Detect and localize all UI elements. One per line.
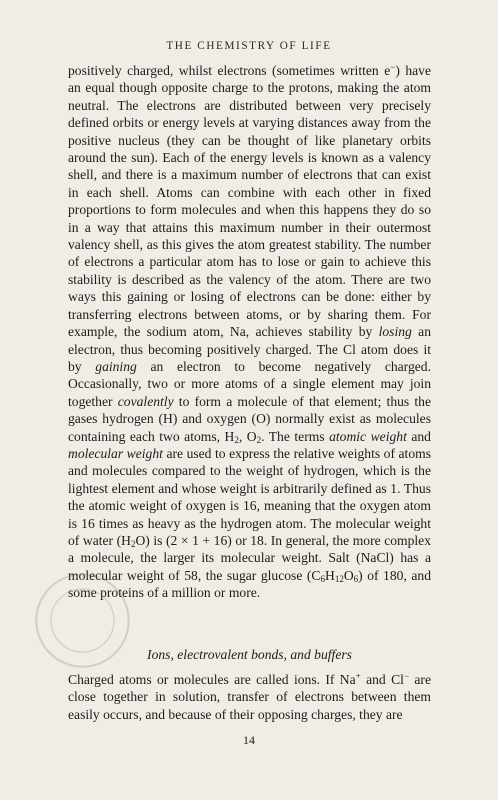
page-number: 14 xyxy=(243,733,255,747)
text-run: an electron to become negatively charged. Occasionally, two or more atoms of a single element may join together xyxy=(68,358,431,409)
running-header: THE CHEMISTRY OF LIFE xyxy=(166,40,332,52)
text-run: are used to express the relative weights of atoms and molecules compared to the weight of hydrogen, which is the lightest element and whose weight is arbitrarily defined as 1. Thus the atomic weight of oxygen is 16, meaning that the oxygen atom is 16 times as heavy as the hydrogen atom. The molecular weight of water (H xyxy=(68,445,431,548)
subscript: 2 xyxy=(256,434,262,445)
text-run: O) is (2 × 1 + 16) or 18. In general, the more complex a molecule, the larger its molecular weight. Salt (NaCl) has a molecular weight of 58, the sugar glucose (C xyxy=(68,532,432,583)
subscript: 6 xyxy=(353,573,359,584)
superscript: + xyxy=(355,671,361,681)
text-run: ) have an equal though opposite charge to the protons, making the atom neutral. The electrons are distributed between very precisely defined orbits or energy levels at varying distances away from the positive nucleus (they can be thought of like planetary orbits around the sun). Each of the energy levels is known as a valency shell, and there is a maximum number of electrons that can exist in each shell. Atoms can combine with each other in fixed proportions to form molecules and when this happens they do so in a way that attains this maximum number in their outermost valency shell, as this gives the atom greatest stability. The number of electrons a particular atom has to lose or gain to achieve this stability is described as the valency of the atom. There are two ways this gaining or losing of electrons can be done: either by transferring electrons between atoms, or by sharing them. For example, the sodium atom, Na, achieves stability by xyxy=(68,63,431,340)
subscript: 2 xyxy=(234,434,239,445)
text-run: to form a molecule of that element; thus the gases hydrogen (H) and oxygen (O) normally exist as molecules containing each two atoms, H xyxy=(68,393,432,444)
body-paragraph xyxy=(68,671,431,723)
italic-term: losing xyxy=(378,324,412,340)
text-run: and xyxy=(406,428,431,444)
text-run: and Cl xyxy=(360,672,404,687)
text-run: positively charged, whilst electrons (sometimes written e xyxy=(68,63,391,78)
italic-term: molecular weight xyxy=(68,445,163,461)
text-run: an electron, thus becoming positively charged. The Cl atom does it by xyxy=(68,324,431,374)
italic-term: atomic weight xyxy=(329,428,407,444)
text-run: O xyxy=(343,567,354,583)
italic-term: gaining xyxy=(95,358,137,374)
text-run: ) of 180, and some proteins of a million or more. xyxy=(68,567,431,601)
text-run: , O xyxy=(238,428,257,444)
body-paragraph xyxy=(68,62,431,602)
section-heading: Ions, electrovalent bonds, and buffers xyxy=(147,647,352,662)
subscript: 2 xyxy=(130,538,136,549)
text-run: Charged atoms or molecules are called ions. If Na xyxy=(68,672,356,687)
text-run: are close together in solution, transfer of electrons between them easily occurs, and because of their opposing charges, they are xyxy=(68,672,431,722)
superscript: − xyxy=(390,62,396,72)
italic-term: covalently xyxy=(117,393,174,409)
text-run: H xyxy=(325,567,335,583)
text-run: . The terms xyxy=(261,428,330,444)
subscript: 6 xyxy=(320,573,325,584)
superscript: − xyxy=(403,671,410,681)
subscript: 12 xyxy=(334,573,344,584)
